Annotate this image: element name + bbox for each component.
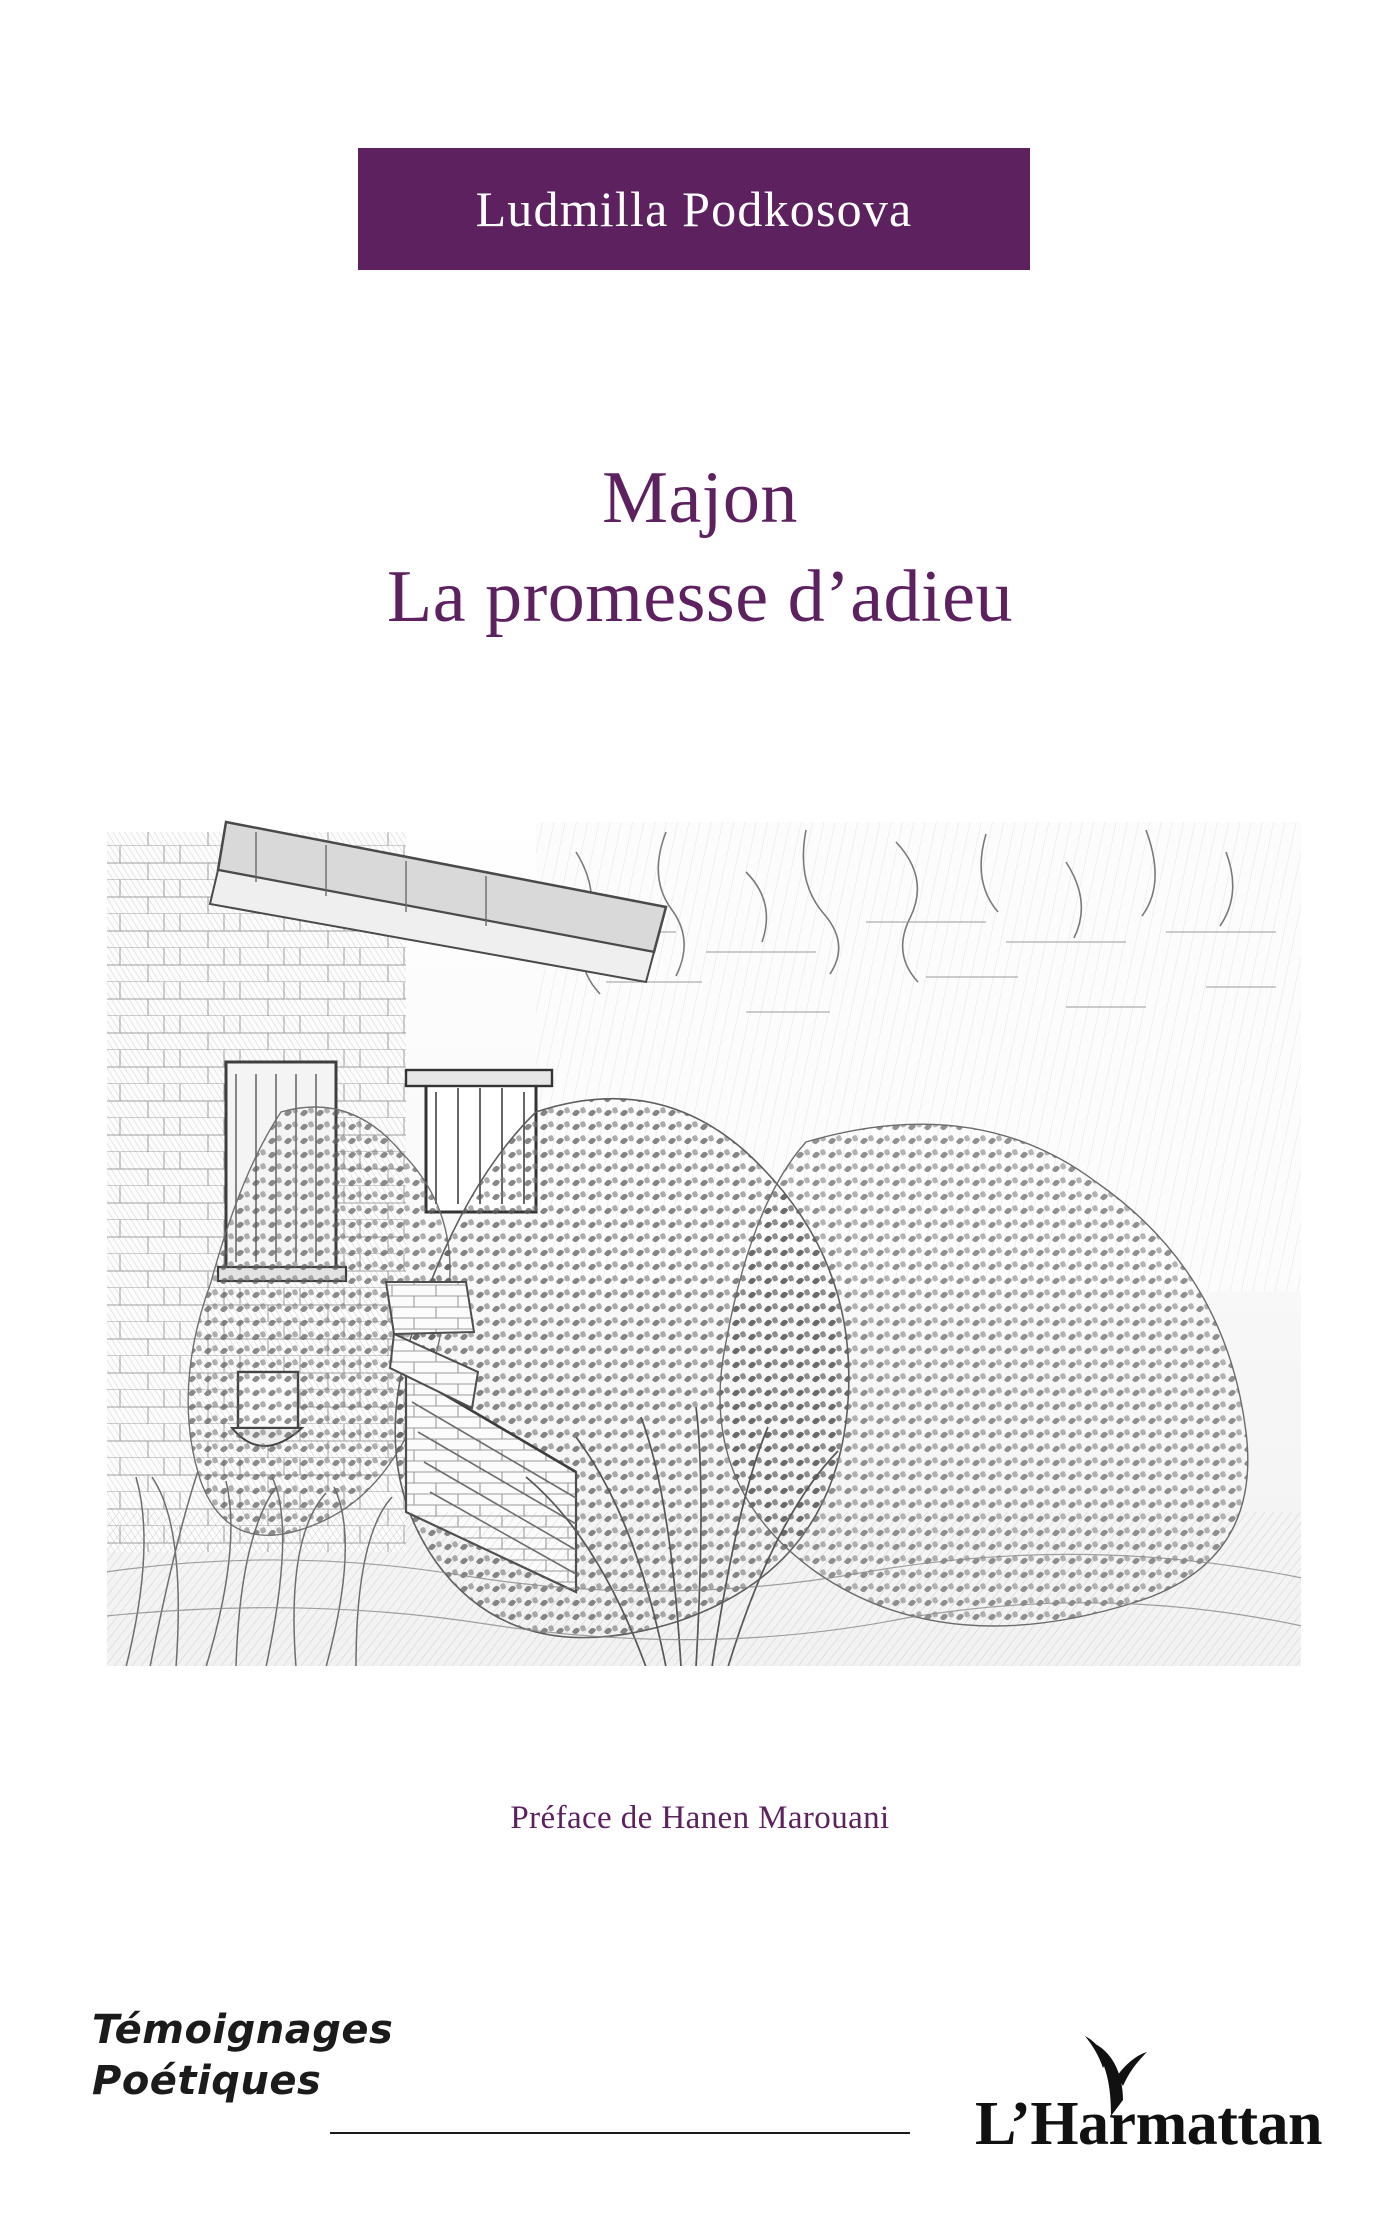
collection-underline bbox=[330, 2132, 910, 2134]
cover-illustration bbox=[106, 812, 1302, 1667]
author-name: Ludmilla Podkosova bbox=[475, 181, 913, 237]
collection-line-2: Poétiques bbox=[92, 2058, 322, 2105]
preface-credit: Préface de Hanen Marouani bbox=[510, 1800, 890, 1836]
title-line-primary: Majon bbox=[602, 457, 798, 539]
publisher-name: L’Harmattan bbox=[975, 2090, 1322, 2158]
book-title bbox=[0, 455, 1400, 642]
collection-name bbox=[92, 2005, 512, 2107]
title-line-secondary: La promesse d’adieu bbox=[387, 556, 1013, 639]
author-band bbox=[358, 148, 1030, 270]
collection-line-1: Témoignages bbox=[92, 2007, 394, 2053]
publisher-logo bbox=[975, 2050, 1322, 2160]
